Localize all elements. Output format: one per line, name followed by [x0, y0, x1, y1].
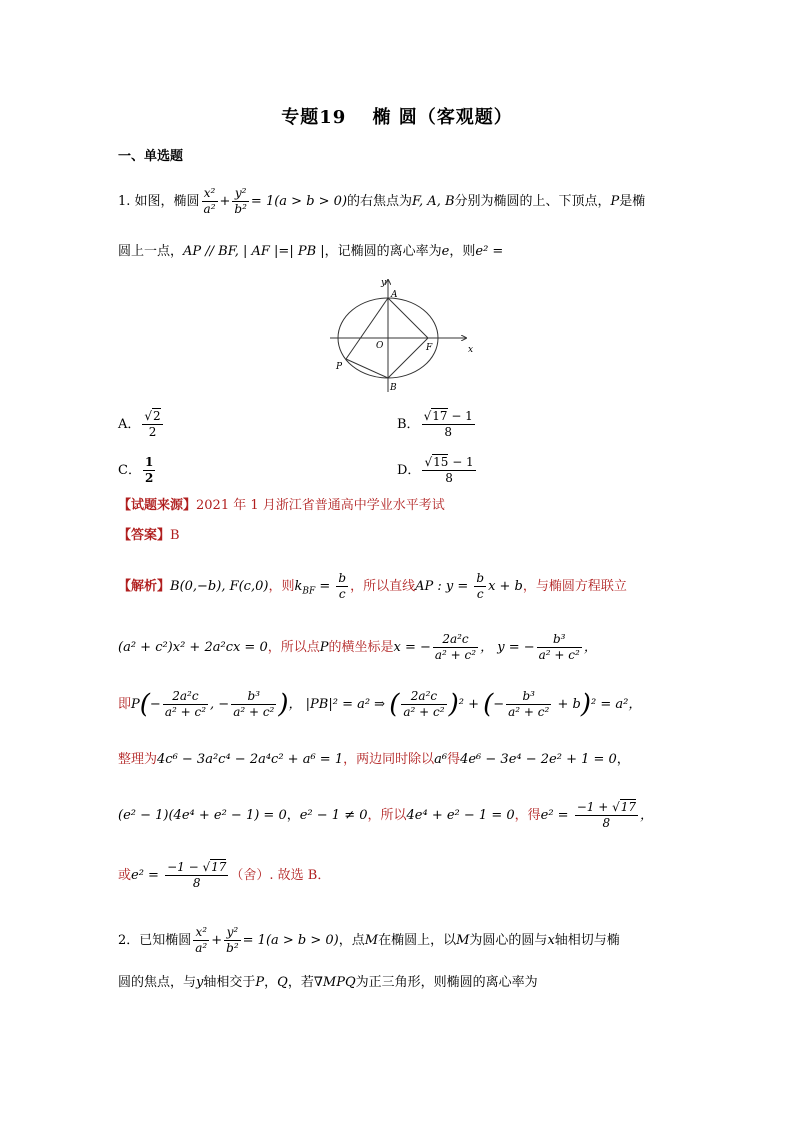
q1-answer: [118, 525, 180, 547]
label-f: F: [426, 343, 433, 353]
q1-point-p: P: [610, 194, 620, 209]
q2-intersect: 轴相交于: [203, 975, 256, 990]
analysis-abscissa: 的横坐标是: [328, 640, 394, 655]
q2-x2-over-a2: $\frac{\text{x²}}{\text{a²}}$: [195, 925, 208, 955]
line-ap-eq: AP : y = $\frac{b}{c}$ x + b: [415, 571, 523, 601]
q2-focus-text: 圆的焦点，与: [118, 975, 197, 990]
q1-then: ，则: [449, 244, 476, 259]
q2-tangent-text: 轴相切与椭: [554, 933, 620, 948]
q1-ecc-text: ，记椭圆的离心率为: [324, 244, 442, 259]
q1-line2-text: 圆上一点，: [118, 244, 184, 259]
analysis-p: P: [319, 640, 329, 655]
label-x: x: [468, 345, 474, 355]
e-polynomial: 4e⁶ − 3e⁴ − 2e² + 1 = 0: [460, 752, 617, 767]
option-c-label: C．: [118, 463, 141, 478]
option-a-value: $\frac{√2}{2}$: [144, 409, 161, 439]
analysis-get: 得: [447, 752, 461, 767]
analysis-then: ，则: [268, 579, 295, 594]
analysis-or: 或: [118, 868, 132, 883]
page-title: 专题19 椭 圆（客观题）: [281, 107, 513, 128]
label-a: A: [391, 290, 398, 300]
label-o: O: [376, 341, 384, 351]
ellipse-figure: [328, 274, 478, 394]
q2-p: P: [255, 975, 265, 990]
q2-question: 为正三角形，则椭圆的离心率为: [355, 975, 538, 990]
analysis-line5: [118, 800, 653, 831]
q2-comma: ，: [264, 975, 278, 990]
analysis-line3: [118, 689, 641, 720]
analysis-divide: ，两边同时除以: [343, 752, 435, 767]
answer-label: 【答案】: [118, 528, 171, 543]
q2-stem-line1: 2．已知椭圆 $\frac{\text{x²}}{\text{a²}}$ + $\frac{\text{y²}}{\text{b²}}$ = 1(a > b > 0)，点M在椭圆上，以M为圆心的圆与x轴相切与椭: [118, 925, 620, 955]
option-d-label: D．: [397, 463, 421, 478]
analysis-so-line: ，所以直线: [350, 579, 416, 594]
comma: ，: [616, 752, 630, 767]
comma2: ，: [286, 808, 300, 823]
point-p-coords: P(− $\frac{\text{2a²c}}{\text{a² + c²}}$ , − $\frac{\text{b³}}{\text{a² + c²}}$ )， |PB|² = a² ⇒ ( $\frac{\text{2a²c}}{\text{a² + c²}}$ )² + (− $\frac{\text{b³}}{\text{a² + c²}}$ + b)² = a²，: [131, 689, 642, 720]
q1-e: e: [441, 244, 450, 259]
segment-bf: [388, 338, 428, 378]
q2-y2-over-b2: $\frac{\text{y²}}{\text{b²}}$: [226, 925, 239, 955]
q1-e2: e² =: [475, 244, 504, 259]
q1-stem-line2: [118, 241, 503, 263]
option-d-value: $\frac{√15 - 1}{8}$: [424, 455, 474, 485]
option-b-label: B．: [397, 417, 420, 432]
nonzero-cond: e² − 1 ≠ 0: [299, 808, 368, 823]
label-p: P: [336, 362, 343, 372]
source-label: 【试题来源】: [118, 498, 197, 513]
x2-over-a2: $\frac{\text{x²}}{\text{a²}}$: [203, 186, 216, 216]
option-b-value: $\frac{√17 - 1}{8}$: [423, 409, 473, 439]
analysis-line1: [118, 571, 627, 603]
q1-points: F, A, B: [412, 194, 455, 209]
option-b[interactable]: [397, 409, 477, 440]
q2-y: y: [196, 975, 204, 990]
q1-stem-line1: 1. 如图，椭圆 $\frac{\text{x²}}{\text{a²}}$ + $\frac{\text{y²}}{\text{b²}}$ = 1(a > b > 0)的右焦点为F, A, B分别为椭圆的上、下顶点，P是椭: [118, 186, 646, 216]
q2-condition: = 1(a > b > 0): [242, 933, 339, 948]
factored-eq: (e² − 1)(4e⁴ + e² − 1) = 0: [118, 808, 287, 823]
analysis-simplify: 整理为: [118, 752, 158, 767]
option-c[interactable]: [118, 455, 157, 486]
q1-focus-text: 的右焦点为: [347, 194, 413, 209]
x-of-p: x = − $\frac{\text{2a²c}}{\text{a² + c²}}$ ， y = − $\frac{\text{b³}}{\text{a² + c²}}$ ，: [393, 632, 597, 662]
segment-pb: [346, 359, 388, 378]
analysis-so: ，所以: [367, 808, 407, 823]
q1-condition: AP // BF, | AF |=| PB |: [183, 244, 325, 259]
analysis-conclusion: （舍）. 故选 B．: [230, 868, 331, 883]
source-text: 2021 年 1 月浙江省普通高中学业水平考试: [196, 498, 445, 513]
q1-vertex-text: 分别为椭圆的上、下顶点，: [454, 194, 611, 209]
q2-circle-text: 为圆心的圆与: [469, 933, 548, 948]
analysis-points: B(0,−b), F(c,0): [170, 579, 269, 594]
quartic-eq: 4e⁴ + e² − 1 = 0: [406, 808, 515, 823]
option-a-label: A．: [118, 417, 141, 432]
label-y: y: [381, 278, 387, 288]
q2-stem-line2: [118, 972, 538, 994]
option-c-value: $\frac{1}{2}$: [144, 455, 154, 485]
analysis-line6: [118, 860, 330, 891]
e2-solution: e² = $\frac{-1 + √17}{8}$ ，: [540, 800, 654, 830]
analysis-label: 【解析】: [118, 579, 171, 594]
analysis-namely: 即: [118, 697, 132, 712]
q2-triangle: ∇MPQ: [313, 975, 356, 990]
e2-rejected: e² = $\frac{-1 - √17}{8}$: [131, 860, 227, 890]
slope-bf: $k_{BF}$ = $\frac{b}{c}$: [294, 571, 347, 601]
q2-on-ellipse: 在椭圆上，以: [378, 933, 457, 948]
q2-m: M: [364, 933, 379, 948]
analysis-so-point: ，所以点: [267, 640, 320, 655]
analysis-get2: ，得: [514, 808, 541, 823]
q2-intro: 2．已知椭圆: [118, 933, 192, 948]
section-heading: 一、单选题: [118, 149, 184, 164]
segment-af: [388, 298, 428, 338]
option-d[interactable]: [397, 455, 478, 486]
simplified-eq: 4c⁶ − 3a²c⁴ − 2a⁴c² + a⁶ = 1: [157, 752, 344, 767]
ellipse-condition: = 1(a > b > 0): [250, 194, 348, 209]
analysis-line2: [118, 632, 597, 663]
q2-m2: M: [456, 933, 470, 948]
q1-intro: 1. 如图，椭圆: [118, 194, 200, 209]
q2-point-text: ，点: [338, 933, 365, 948]
analysis-line4: [118, 749, 630, 771]
answer-text: B: [170, 528, 180, 543]
q1-line1-end: 是椭: [619, 194, 646, 209]
a6: a⁶: [434, 752, 448, 767]
q2-x: x: [547, 933, 555, 948]
q1-source: [118, 495, 445, 517]
q2-if: ，若: [287, 975, 314, 990]
q2-q: Q: [277, 975, 288, 990]
option-a[interactable]: [118, 409, 165, 440]
label-b: B: [390, 383, 397, 393]
analysis-combine: ，与椭圆方程联立: [522, 579, 627, 594]
y2-over-b2: $\frac{\text{y²}}{\text{b²}}$: [234, 186, 247, 216]
combined-eq: (a² + c²)x² + 2a²cx = 0: [118, 640, 268, 655]
